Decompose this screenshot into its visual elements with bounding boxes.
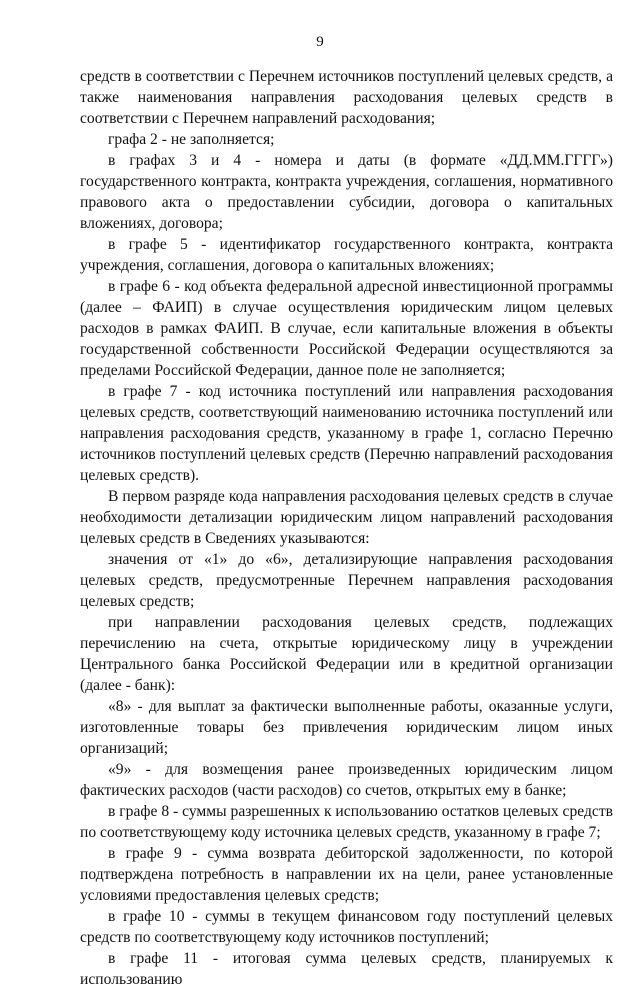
paragraph-continuation: средств в соответствии с Перечнем источников поступлений целевых средств, а также наименования направления расходования целевых средств в соответствии с Перечнем направлений расходования;: [80, 68, 613, 127]
paragraph-bank-accounts: при направлении расходования целевых средств, подлежащих перечислению на счета, открытые юридическому лицу в учреждении Центрального банка Российской Федерации или в кредитной организации (далее - банк):: [80, 614, 613, 694]
paragraph-column-6: в графе 6 - код объекта федеральной адресной инвестиционной программы (далее – ФАИП) в случае осуществления юридическим лицом целевых расходов в рамках ФАИП. В случае, если капитальные вложения в объекты государственной собственности Российской Федерации осуществляются за пределами Российской Федерации, данное поле не заполняется;: [80, 278, 613, 379]
paragraph-column-11: в графе 11 - итоговая сумма целевых средств, планируемых к использованию: [80, 950, 613, 988]
page-number: 9: [316, 34, 324, 50]
paragraph-column-10: в графе 10 - суммы в текущем финансовом году поступлений целевых средств по соответствующему коду источников поступлений;: [80, 908, 613, 946]
paragraph-column-5: в графе 5 - идентификатор государственного контракта, контракта учреждения, соглашения, договора о капитальных вложениях;: [80, 236, 613, 274]
paragraph-code-9: «9» - для возмещения ранее произведенных юридическим лицом фактических расходов (части расходов) со счетов, открытых ему в банке;: [80, 761, 613, 799]
paragraph-values-1-6: значения от «1» до «6», детализирующие направления расходования целевых средств, предусмотренные Перечнем направления расходования целевых средств;: [80, 551, 613, 610]
paragraph-column-2: графа 2 - не заполняется;: [108, 131, 275, 148]
paragraph-first-digit-code: В первом разряде кода направления расходования целевых средств в случае необходимости детализации юридическим лицом направлений расходования целевых средств в Сведениях указываются:: [80, 488, 613, 547]
paragraph-column-9: в графе 9 - сумма возврата дебиторской задолженности, по которой подтверждена потребность в направлении их на цели, ранее установленные условиями предоставления целевых средств;: [80, 845, 613, 904]
paragraph-column-7: в графе 7 - код источника поступлений или направления расходования целевых средств, соответствующий наименованию источника поступлений или направления расходования средств, указанному в графе 1, согласно Перечню источников поступлений целевых средств (Перечню направлений расходования целевых средств).: [80, 383, 613, 484]
paragraph-columns-3-4: в графах 3 и 4 - номера и даты (в формате «ДД.ММ.ГГГГ») государственного контракта, контракта учреждения, соглашения, нормативного правового акта о предоставлении субсидии, договора о капитальных вложениях, договора;: [80, 152, 613, 232]
paragraph-code-8: «8» - для выплат за фактически выполненные работы, оказанные услуги, изготовленные товары без привлечения юридическим лицом иных организаций;: [80, 698, 613, 757]
paragraph-column-8: в графе 8 - суммы разрешенных к использованию остатков целевых средств по соответствующему коду источника целевых средств, указанному в графе 7;: [80, 803, 613, 841]
document-body: [80, 66, 613, 990]
